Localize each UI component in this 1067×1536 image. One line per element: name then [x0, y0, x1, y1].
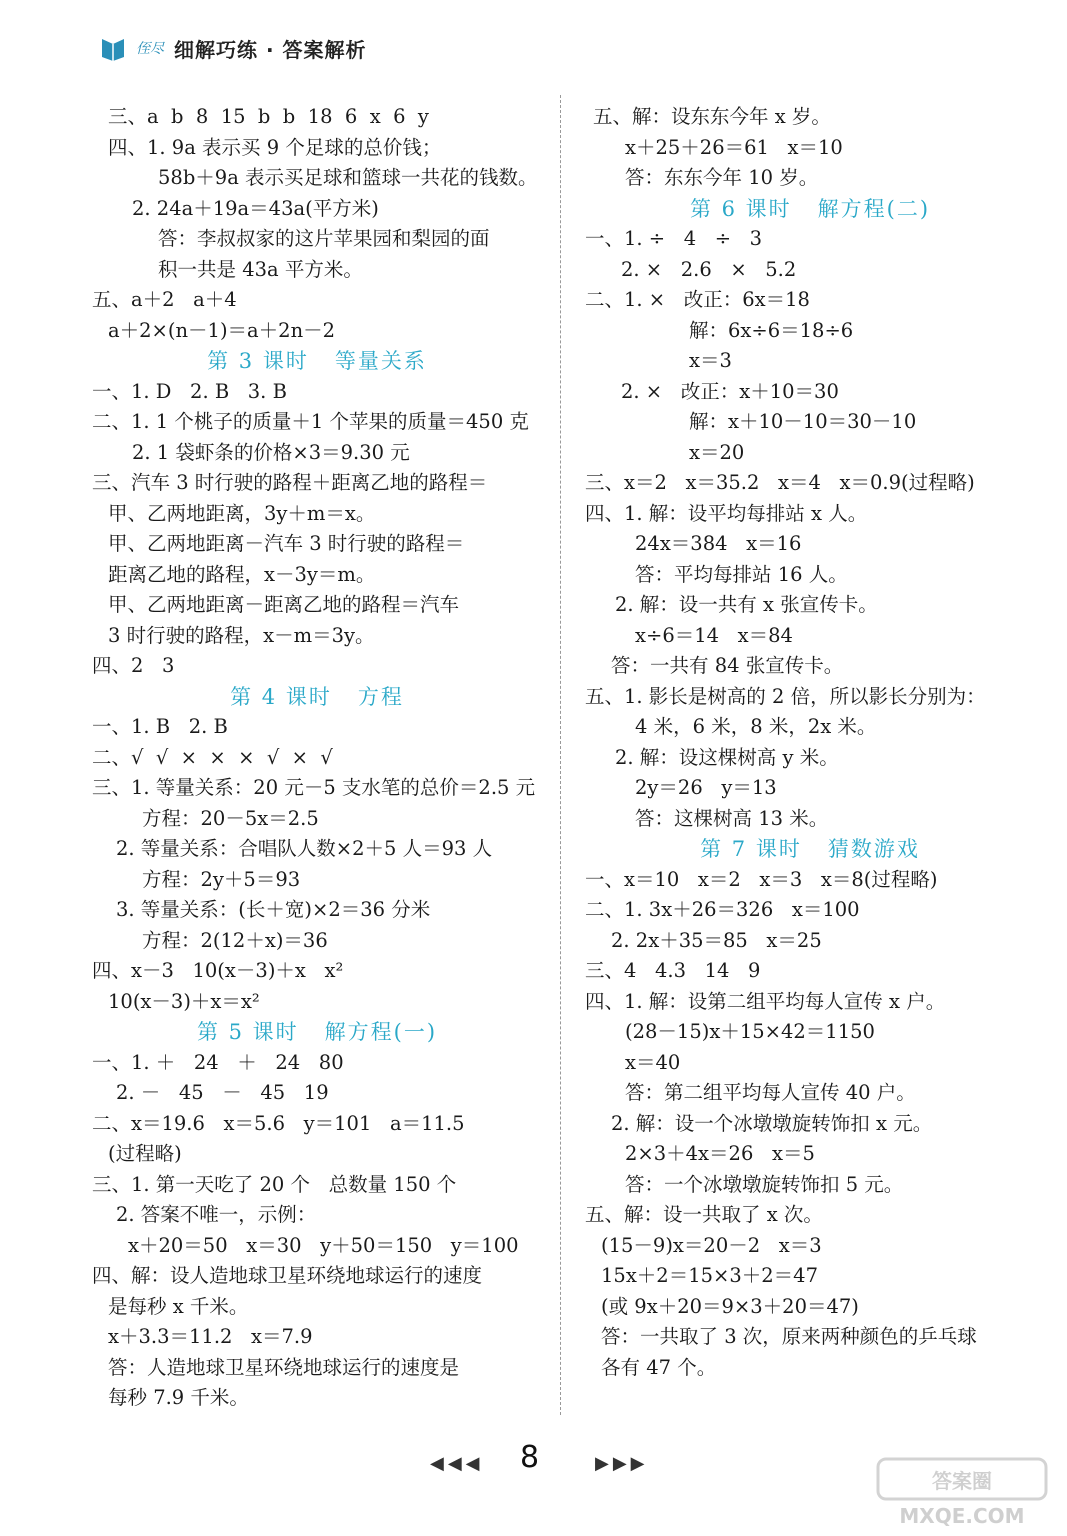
answer-line: 五、a＋2 a＋4	[92, 288, 237, 311]
answer-line: 答：第二组平均每人宣传 40 户。	[625, 1081, 916, 1104]
answer-line: 答：人造地球卫星环绕地球运行的速度是	[108, 1355, 460, 1379]
answer-line: 方程：20－5x＝2.5	[142, 806, 319, 830]
watermark-bottom-text: MXQE.COM	[899, 1504, 1025, 1528]
answer-line: 一、1. D 2. B 3. B	[92, 379, 287, 403]
lesson-title: 第 3 课时 等量关系	[207, 349, 427, 373]
answer-line: 4 米，6 米，8 米，2x 米。	[635, 715, 877, 738]
answer-line: (28－15)x＋15×42＝1150	[625, 1020, 875, 1043]
answer-line: 五、解：设一共取了 x 次。	[585, 1203, 823, 1226]
answer-line: 甲、乙两地距离，3y＋m＝x。	[108, 501, 376, 525]
answer-line: 二、1. 3x＋26＝326 x＝100	[585, 898, 860, 921]
answer-line: 甲、乙两地距离－汽车 3 时行驶的路程＝	[108, 532, 465, 555]
answer-line: 2. － 45 － 45 19	[116, 1081, 329, 1104]
answer-line: 二、x＝19.6 x＝5.6 y＝101 a＝11.5	[92, 1111, 465, 1135]
answer-line: 10(x－3)＋x＝x²	[108, 989, 260, 1013]
answer-line: 15x＋2＝15×3＋2＝47	[601, 1264, 818, 1287]
answer-line: 2. × 改正：x＋10＝30	[621, 379, 839, 403]
answer-line: 3 时行驶的路程，x－m＝3y。	[108, 623, 375, 647]
answer-line: 2. 2x＋35＝85 x＝25	[611, 928, 822, 952]
answer-line: 解：x＋10－10＝30－10	[689, 410, 917, 433]
answer-line: 每秒 7.9 千米。	[108, 1386, 249, 1409]
answer-line: 一、x＝10 x＝2 x＝3 x＝8(过程略)	[585, 867, 938, 891]
answer-line: 三、汽车 3 时行驶的路程＋距离乙地的路程＝	[92, 471, 488, 494]
answer-line: 四、1. 9a 表示买 9 个足球的总价钱；	[108, 135, 442, 159]
answer-line: x÷6＝14 x＝84	[635, 623, 793, 647]
answer-line: 三、1. 第一天吃了 20 个 总数量 150 个	[92, 1172, 457, 1196]
answer-line: 2×3＋4x＝26 x＝5	[625, 1142, 815, 1165]
answer-line: 一、1. ÷ 4 ÷ 3	[585, 227, 763, 250]
answer-line: 2. 答案不唯一，示例：	[116, 1203, 317, 1226]
answer-line: 2y＝26 y＝13	[635, 776, 777, 799]
answer-line: 一、1. B 2. B	[92, 715, 228, 738]
answer-line: x＝40	[625, 1050, 681, 1074]
answer-line: a＋2×(n－1)＝a＋2n－2	[108, 318, 336, 342]
answer-line: x＋3.3＝11.2 x＝7.9	[108, 1325, 313, 1348]
answer-line: 甲、乙两地距离－距离乙地的路程＝汽车	[108, 593, 460, 616]
answer-line: 是每秒 x 千米。	[108, 1294, 249, 1318]
answer-line: 各有 47 个。	[601, 1355, 717, 1379]
answer-line: 三、x＝2 x＝35.2 x＝4 x＝0.9(过程略)	[585, 471, 975, 494]
answer-line: 四、解：设人造地球卫星环绕地球运行的速度	[92, 1264, 483, 1287]
watermark-logo	[868, 1455, 1058, 1530]
answer-line: 24x＝384 x＝16	[635, 532, 802, 555]
page-number: 8	[520, 1440, 540, 1475]
page-header	[100, 28, 367, 68]
answer-line: 答：一共取了 3 次，原来两种颜色的乒乓球	[601, 1325, 977, 1348]
answer-line: 方程：2y＋5＝93	[142, 867, 301, 891]
answer-line: x＝3	[689, 349, 732, 372]
answer-line: 二、√ √ × × × √ × √	[92, 745, 333, 769]
answer-line: 答：李叔叔家的这片苹果园和梨园的面	[158, 227, 490, 250]
next-arrows-icon: ▶▶▶	[595, 1453, 649, 1474]
answer-line: 答：东东今年 10 岁。	[625, 166, 819, 189]
answer-line: 四、x－3 10(x－3)＋x x²	[92, 959, 344, 982]
answer-line: 一、1. ＋ 24 ＋ 24 80	[92, 1050, 344, 1074]
answer-line: 三、a b 8 15 b b 18 6 x 6 y	[108, 105, 429, 128]
answer-line: 2. 解：设一个冰墩墩旋转饰扣 x 元。	[611, 1111, 933, 1135]
answer-line: x＝20	[689, 440, 745, 464]
answer-line: (或 9x＋20＝9×3＋20＝47)	[601, 1294, 859, 1318]
answer-line: 2. × 2.6 × 5.2	[621, 257, 797, 281]
answer-line: 2. 解：设这棵树高 y 米。	[615, 745, 839, 769]
answer-line: 3. 等量关系：(长＋宽)×2＝36 分米	[116, 898, 431, 921]
answer-line: 五、解：设东东今年 x 岁。	[593, 105, 831, 128]
answer-line: x＋20＝50 x＝30 y＋50＝150 y＝100	[128, 1233, 519, 1257]
lesson-title: 第 5 课时 解方程(一)	[196, 1020, 438, 1044]
answer-line: x＋25＋26＝61 x＝10	[625, 135, 843, 159]
answer-line: 2. 解：设一共有 x 张宣传卡。	[615, 593, 878, 616]
watermark-top-text: 答案圈	[932, 1469, 992, 1493]
answer-line: 方程：2(12＋x)＝36	[142, 928, 328, 952]
book-logo-icon	[100, 35, 126, 61]
answer-line: 二、1. 1 个桃子的质量＋1 个苹果的质量＝450 克	[92, 410, 529, 433]
answer-line: 答：这棵树高 13 米。	[635, 806, 829, 830]
answer-line: 答：一个冰墩墩旋转饰扣 5 元。	[625, 1172, 904, 1196]
answer-line: 积一共是 43a 平方米。	[158, 257, 363, 281]
answer-line: 四、1. 解：设第二组平均每人宣传 x 户。	[585, 989, 946, 1013]
answer-line: 三、4 4.3 14 9	[585, 959, 761, 982]
answer-line: 2. 等量关系：合唱队人数×2＋5 人＝93 人	[116, 837, 493, 860]
right-answer-column	[585, 102, 1035, 1383]
column-divider	[560, 95, 561, 1415]
answer-line: 58b＋9a 表示买足球和篮球一共花的钱数。	[158, 166, 538, 189]
left-answer-column	[92, 102, 542, 1414]
lesson-title: 第 7 课时 猜数游戏	[700, 837, 920, 861]
answer-line: 五、1. 影长是树高的 2 倍，所以影长分别为：	[585, 684, 986, 708]
brand-name: 侄尽	[136, 41, 164, 57]
answer-line: 答：一共有 84 张宣传卡。	[611, 654, 844, 677]
lesson-title: 第 4 课时 方程	[230, 684, 404, 709]
answer-line: 2. 1 袋虾条的价格×3＝9.30 元	[132, 440, 410, 464]
answer-line: 四、1. 解：设平均每排站 x 人。	[585, 501, 868, 525]
lesson-title: 第 6 课时 解方程(二)	[689, 196, 931, 221]
prev-arrows-icon: ◀◀◀	[430, 1453, 484, 1474]
answer-line: 四、2 3	[92, 654, 175, 677]
answer-line: (过程略)	[108, 1142, 182, 1165]
answer-line: 二、1. × 改正：6x＝18	[585, 288, 810, 311]
answer-line: 解：6x÷6＝18÷6	[689, 318, 854, 342]
answer-line: 答：平均每排站 16 人。	[635, 562, 848, 586]
answer-line: 距离乙地的路程，x－3y＝m。	[108, 562, 376, 586]
answer-line: (15－9)x＝20－2 x＝3	[601, 1233, 822, 1257]
answer-line: 三、1. 等量关系：20 元－5 支水笔的总价＝2.5 元	[92, 776, 536, 799]
header-title: 细解巧练 · 答案解析	[174, 37, 367, 62]
answer-line: 2. 24a＋19a＝43a(平方米)	[132, 196, 379, 220]
